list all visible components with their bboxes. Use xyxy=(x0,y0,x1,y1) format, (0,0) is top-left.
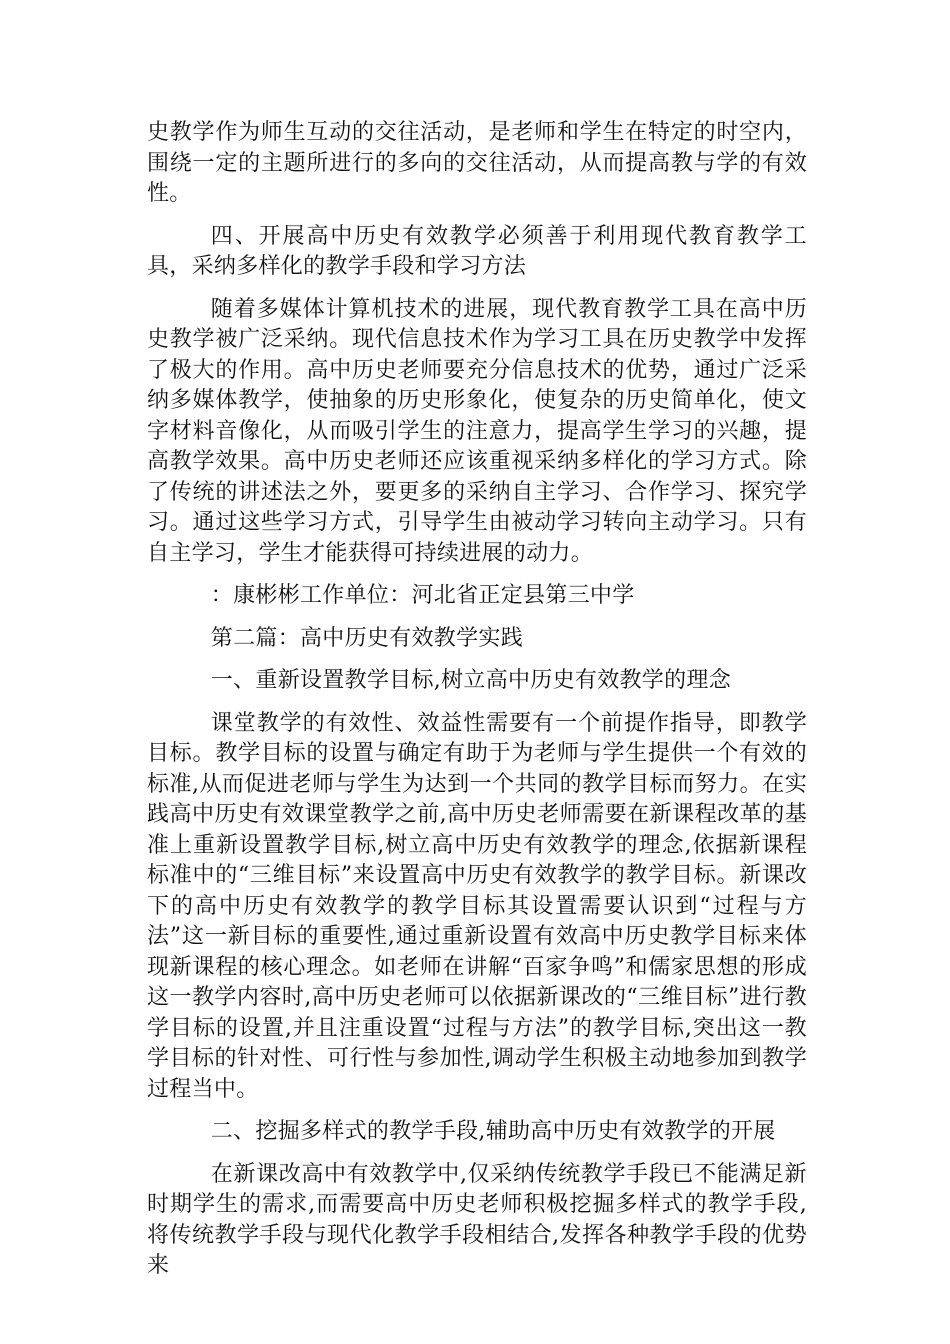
section-heading: 一、重新设置教学目标,树立高中历史有效教学的理念 xyxy=(210,668,731,693)
section-heading: 四、开展高中历史有效教学必须善于利用现代教育教学工具，采纳多样化的教学手段和学习方法 xyxy=(147,223,807,279)
author-line: ：康彬彬工作单位：河北省正定县第三中学 xyxy=(210,583,635,608)
document-body xyxy=(147,118,807,1294)
paragraph: 在新课改高中有效教学中,仅采纳传统教学手段已不能满足新时期学生的需求,而需要高中历史老师积极挖掘多样式的教学手段,将传统教学手段与现代化教学手段相结合,发挥各种教学手段的优势来 xyxy=(147,1161,807,1278)
paragraph: 史教学作为师生互动的交往活动，是老师和学生在特定的时空内，围绕一定的主题所进行的多向的交往活动，从而提高教与学的有效性。 xyxy=(147,120,807,206)
chapter-title: 第二篇：高中历史有效教学实践 xyxy=(210,625,523,651)
paragraph: 随着多媒体计算机技术的进展，现代教育教学工具在高中历史教学被广泛采纳。现代信息技术作为学习工具在历史教学中发挥了极大的作用。高中历史老师要充分信息技术的优势，通过广泛采纳多媒体教学，使抽象的历史形象化，使复杂的历史简单化，使文字材料音像化，从而吸引学生的注意力，提高学生学习的兴趣，提高教学效果。高中历史老师还应该重视采纳多样化的学习方式。除了传统的讲述法之外，要更多的采纳自主学习、合作学习、探究学习。通过这些学习方式，引导学生由被动学习转向主动学习。只有自主学习，学生才能获得可持续进展的动力。 xyxy=(147,296,807,566)
section-heading: 二、挖掘多样式的教学手段,辅助高中历史有效教学的开展 xyxy=(210,1119,776,1144)
paragraph: 课堂教学的有效性、效益性需要有一个前提作指导，即教学目标。教学目标的设置与确定有助于为老师与学生提供一个有效的标准,从而促进老师与学生为达到一个共同的教学目标而努力。在实践高中历史有效课堂教学之前,高中历史老师需要在新课程改革的基准上重新设置教学目标,树立高中历史有效教学的理念,依据新课程标准中的“三维目标”来设置高中历史有效教学的教学目标。新课改下的高中历史有效教学的教学目标其设置需要认识到“过程与方法”这一新目标的重要性,通过重新设置有效高中历史教学目标来体现新课程的核心理念。如老师在讲解“百家争鸣”和儒家思想的形成这一教学内容时,高中历史老师可以依据新课改的“三维目标”进行教学目标的设置,并且注重设置“过程与方法”的教学目标,突出这一教学目标的针对性、可行性与参加性,调动学生积极主动地参加到教学过程当中。 xyxy=(147,710,807,1102)
